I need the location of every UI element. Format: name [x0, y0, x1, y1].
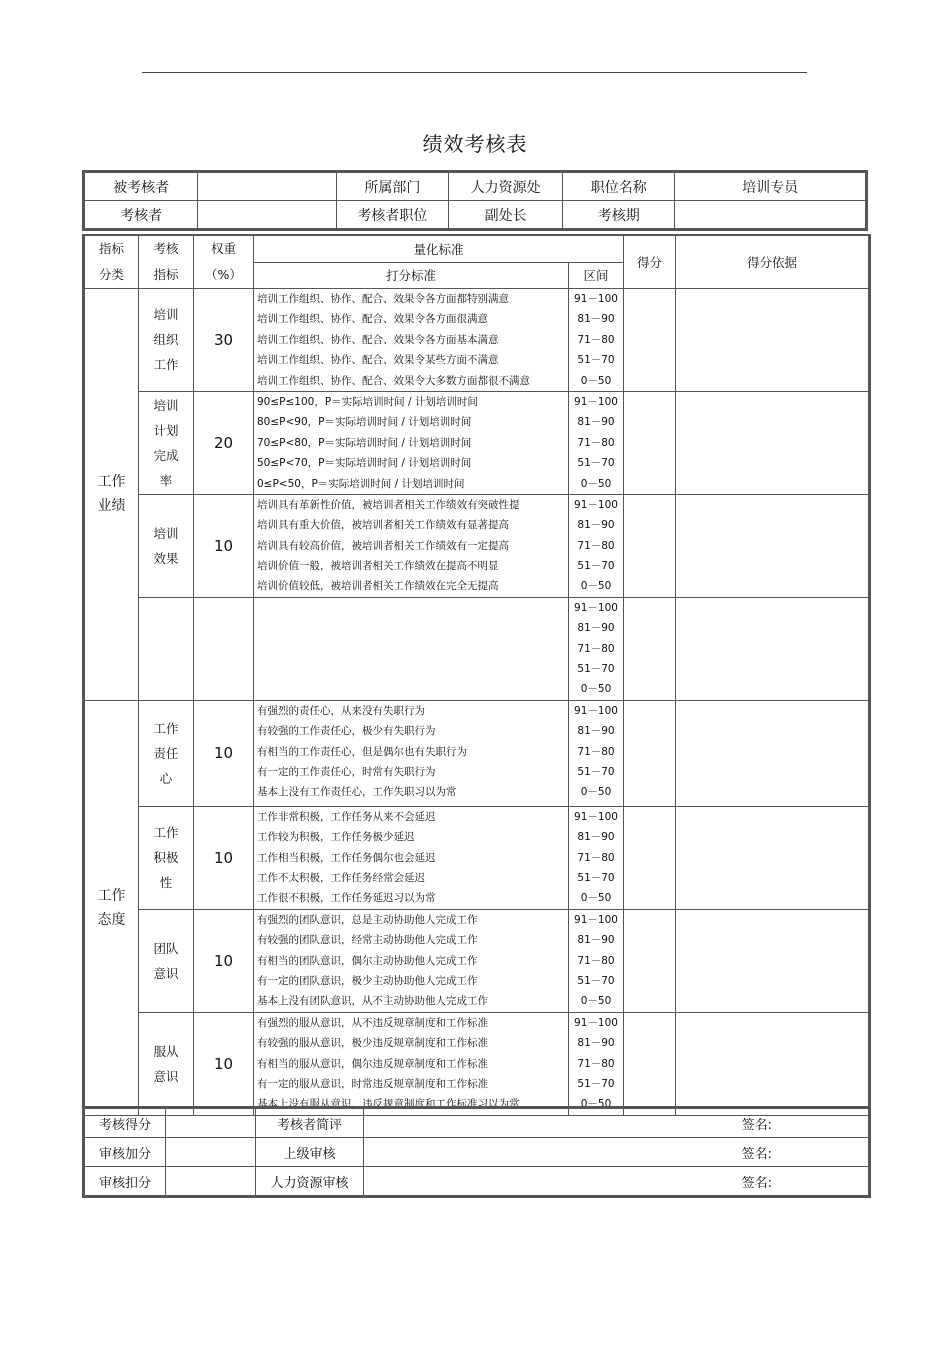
range-cell — [569, 391, 624, 494]
basis-input-cell[interactable] — [676, 494, 870, 597]
criteria-line: 有相当的团队意识，偶尔主动协助他人完成工作 — [257, 954, 478, 967]
range-value: 91－100 — [574, 293, 618, 305]
range-value: 0－50 — [580, 374, 612, 387]
range-value: 91－100 — [574, 913, 618, 926]
weight-cell: 10 — [194, 700, 254, 806]
criteria-cell — [254, 494, 569, 597]
criteria-cell — [254, 1012, 569, 1115]
review-value[interactable] — [166, 1108, 256, 1138]
range-value: 0－50 — [580, 1098, 612, 1111]
score-header: 得分 — [624, 235, 676, 289]
department-label: 所属部门 — [336, 172, 448, 201]
review-table — [82, 1106, 871, 1198]
review-row — [84, 1138, 870, 1167]
indicator-row — [84, 597, 870, 700]
range-value: 81－90 — [577, 622, 615, 635]
range-value: 81－90 — [577, 934, 615, 947]
range-cell — [569, 1012, 624, 1115]
score-input-cell[interactable] — [624, 700, 676, 806]
review-row — [84, 1167, 870, 1197]
review-comment-label: 人力资源审核 — [256, 1167, 364, 1197]
range-cell — [569, 289, 624, 392]
range-value: 51－70 — [577, 871, 615, 884]
range-value: 0－50 — [580, 892, 612, 905]
review-label: 审核扣分 — [84, 1167, 166, 1197]
criteria-line: 工作较为积极，工作任务极少延迟 — [257, 831, 415, 844]
range-value: 51－70 — [577, 663, 615, 676]
range-value: 91－100 — [574, 1016, 618, 1029]
page-title: 绩效考核表 — [422, 132, 528, 156]
criteria-line: 基本上没有团队意识，从不主动协助他人完成工作 — [257, 995, 488, 1008]
criteria-line: 90≤P≤100，P＝实际培训时间 / 计划培训时间 — [257, 395, 478, 408]
criteria-line: 培训具有革新性价值，被培训者相关工作绩效有突破性提 — [257, 498, 520, 511]
examiner-label: 考核者 — [84, 201, 198, 230]
weight-cell: 10 — [194, 1012, 254, 1115]
weight-cell: 20 — [194, 391, 254, 494]
range-cell — [569, 700, 624, 806]
range-cell — [569, 597, 624, 700]
top-rule — [142, 72, 807, 73]
range-value: 91－100 — [574, 810, 618, 823]
score-input-cell[interactable] — [624, 597, 676, 700]
range-value: 71－80 — [577, 954, 615, 967]
basis-input-cell[interactable] — [676, 909, 870, 1012]
indicator-name-cell: 工作 责任 心 — [139, 700, 194, 806]
period-label: 考核期 — [563, 201, 675, 230]
weight-header: 权重 （%） — [194, 235, 254, 289]
range-value: 91－100 — [574, 601, 618, 614]
review-comment-label: 上级审核 — [256, 1138, 364, 1167]
criteria-line — [254, 618, 568, 638]
signature-field[interactable]: 签名: — [364, 1167, 870, 1197]
range-value: 81－90 — [577, 519, 615, 532]
criteria-line — [254, 679, 568, 699]
indicator-header: 考核 指标 — [139, 235, 194, 289]
criteria-line: 0≤P<50，P＝实际培训时间 / 计划培训时间 — [257, 477, 465, 490]
criteria-line: 有较强的服从意识，极少违反规章制度和工作标准 — [257, 1037, 488, 1050]
range-value: 0－50 — [580, 580, 612, 593]
criteria-cell — [254, 289, 569, 392]
criteria-line: 有强烈的团队意识，总是主动协助他人完成工作 — [257, 913, 478, 926]
score-input-cell[interactable] — [624, 909, 676, 1012]
score-input-cell[interactable] — [624, 806, 676, 909]
review-label: 考核得分 — [84, 1108, 166, 1138]
indicator-name-cell: 服从 意识 — [139, 1012, 194, 1115]
range-value: 51－70 — [577, 1077, 615, 1090]
criteria-cell — [254, 909, 569, 1012]
criteria-line: 基本上没有服从意识，违反规章制度和工作标准习以为常 — [257, 1098, 520, 1111]
review-value[interactable] — [166, 1138, 256, 1167]
category-cell: 工作 态度 — [84, 700, 139, 1115]
basis-header: 得分依据 — [676, 235, 870, 289]
basis-input-cell[interactable] — [676, 700, 870, 806]
range-cell — [569, 806, 624, 909]
weight-cell: 10 — [194, 494, 254, 597]
review-row — [84, 1108, 870, 1138]
indicator-name-cell: 团队 意识 — [139, 909, 194, 1012]
criteria-line: 有强烈的服从意识，从不违反规章制度和工作标准 — [257, 1016, 488, 1029]
indicator-row — [84, 700, 870, 806]
criteria-line — [254, 659, 568, 679]
examinee-value[interactable] — [198, 172, 337, 201]
examinee-label: 被考核者 — [84, 172, 198, 201]
indicator-row — [84, 909, 870, 1012]
criteria-line — [254, 639, 568, 659]
examiner-position-value[interactable]: 副处长 — [448, 201, 562, 230]
range-value: 81－90 — [577, 831, 615, 844]
range-value: 51－70 — [577, 765, 615, 778]
basis-input-cell[interactable] — [676, 1012, 870, 1115]
range-value: 71－80 — [577, 333, 615, 346]
review-value[interactable] — [166, 1167, 256, 1197]
examiner-value[interactable] — [198, 201, 337, 230]
criteria-line: 有较强的工作责任心，极少有失职行为 — [257, 725, 436, 738]
range-value: 71－80 — [577, 1057, 615, 1070]
basis-input-cell[interactable] — [676, 597, 870, 700]
indicator-name-cell: 培训 组织 工作 — [139, 289, 194, 392]
range-value: 0－50 — [580, 683, 612, 696]
score-input-cell[interactable] — [624, 1012, 676, 1115]
range-value: 51－70 — [577, 457, 615, 470]
indicator-name-cell: 培训 效果 — [139, 494, 194, 597]
position-value[interactable]: 培训专员 — [675, 172, 867, 201]
range-value: 71－80 — [577, 436, 615, 449]
range-header: 区间 — [569, 262, 624, 289]
criteria-line: 有相当的服从意识，偶尔违反规章制度和工作标准 — [257, 1057, 488, 1070]
department-value[interactable]: 人力资源处 — [448, 172, 562, 201]
criteria-cell — [254, 597, 569, 700]
criteria-cell — [254, 806, 569, 909]
criteria-line: 培训工作组织、协作、配合、效果令大多数方面都很不满意 — [257, 374, 530, 387]
range-value: 81－90 — [577, 313, 615, 326]
range-cell — [569, 494, 624, 597]
review-comment-label: 考核者简评 — [256, 1108, 364, 1138]
criteria-line: 培训价值较低，被培训者相关工作绩效在完全无提高 — [257, 580, 499, 593]
criteria-line: 有强烈的责任心，从来没有失职行为 — [257, 704, 425, 717]
criteria-line: 基本上没有工作责任心，工作失职习以为常 — [257, 786, 457, 799]
criteria-line: 培训工作组织、协作、配合、效果令各方面很满意 — [257, 313, 488, 326]
score-input-cell[interactable] — [624, 391, 676, 494]
review-label: 审核加分 — [84, 1138, 166, 1167]
criteria-line: 有一定的工作责任心，时常有失职行为 — [257, 765, 436, 778]
criteria-line — [254, 598, 568, 618]
criteria-line: 培训工作组织、协作、配合、效果令各方面都特别满意 — [257, 293, 509, 305]
range-value: 51－70 — [577, 974, 615, 987]
range-value: 0－50 — [580, 477, 612, 490]
indicator-row — [84, 494, 870, 597]
range-value: 71－80 — [577, 539, 615, 552]
range-value: 81－90 — [577, 725, 615, 738]
criteria-line: 有相当的工作责任心，但是偶尔也有失职行为 — [257, 745, 467, 758]
criteria-line: 工作很不积极，工作任务延迟习以为常 — [257, 892, 436, 905]
criteria-line: 培训工作组织、协作、配合、效果令各方面基本满意 — [257, 333, 499, 346]
criteria-line: 有较强的团队意识，经常主动协助他人完成工作 — [257, 934, 478, 947]
range-value: 71－80 — [577, 642, 615, 655]
criteria-cell — [254, 700, 569, 806]
criteria-line: 培训具有重大价值，被培训者相关工作绩效有显著提高 — [257, 519, 509, 532]
indicator-row — [84, 1012, 870, 1115]
basis-input-cell[interactable] — [676, 806, 870, 909]
indicator-row — [84, 806, 870, 909]
header-info-table — [82, 170, 868, 231]
basis-input-cell[interactable] — [676, 391, 870, 494]
range-value: 51－70 — [577, 354, 615, 367]
indicator-name-cell: 工作 积极 性 — [139, 806, 194, 909]
criteria-line: 有一定的团队意识，极少主动协助他人完成工作 — [257, 974, 478, 987]
range-value: 91－100 — [574, 704, 618, 717]
range-value: 0－50 — [580, 786, 612, 799]
scoring-standard-header: 打分标准 — [254, 262, 569, 289]
range-value: 51－70 — [577, 560, 615, 573]
criteria-line: 工作不太积极，工作任务经常会延迟 — [257, 871, 425, 884]
criteria-line: 工作相当积极，工作任务偶尔也会延迟 — [257, 851, 436, 864]
signature-field[interactable]: 签名: — [364, 1108, 870, 1138]
weight-cell: 30 — [194, 289, 254, 392]
range-value: 91－100 — [574, 498, 618, 511]
assessment-table — [82, 234, 871, 1116]
range-value: 71－80 — [577, 851, 615, 864]
criteria-line: 80≤P<90，P＝实际培训时间 / 计划培训时间 — [257, 416, 472, 429]
basis-input-cell[interactable] — [676, 289, 870, 392]
score-input-cell[interactable] — [624, 289, 676, 392]
criteria-line: 培训工作组织、协作、配合、效果令某些方面不满意 — [257, 354, 499, 367]
range-cell — [569, 909, 624, 1012]
signature-field[interactable]: 签名: — [364, 1138, 870, 1167]
range-value: 91－100 — [574, 395, 618, 408]
criteria-line: 50≤P<70，P＝实际培训时间 / 计划培训时间 — [257, 457, 472, 470]
period-value[interactable] — [675, 201, 867, 230]
range-value: 81－90 — [577, 416, 615, 429]
range-value: 71－80 — [577, 745, 615, 758]
examiner-position-label: 考核者职位 — [336, 201, 448, 230]
quant-header: 量化标准 — [254, 235, 624, 262]
category-header: 指标 分类 — [84, 235, 139, 289]
score-input-cell[interactable] — [624, 494, 676, 597]
weight-cell: 10 — [194, 806, 254, 909]
indicator-row — [84, 289, 870, 392]
criteria-line: 有一定的服从意识，时常违反规章制度和工作标准 — [257, 1077, 488, 1090]
criteria-line: 70≤P<80，P＝实际培训时间 / 计划培训时间 — [257, 436, 472, 449]
range-value: 81－90 — [577, 1037, 615, 1050]
category-cell: 工作 业绩 — [84, 289, 139, 701]
position-label: 职位名称 — [563, 172, 675, 201]
indicator-name-cell — [139, 597, 194, 700]
weight-cell — [194, 597, 254, 700]
indicator-name-cell: 培训 计划 完成 率 — [139, 391, 194, 494]
range-value: 0－50 — [580, 995, 612, 1008]
criteria-cell — [254, 391, 569, 494]
criteria-line: 工作非常积极，工作任务从来不会延迟 — [257, 810, 436, 823]
indicator-row — [84, 391, 870, 494]
weight-cell: 10 — [194, 909, 254, 1012]
criteria-line: 培训具有较高价值，被培训者相关工作绩效有一定提高 — [257, 539, 509, 552]
criteria-line: 培训价值一般，被培训者相关工作绩效在提高不明显 — [257, 560, 499, 573]
